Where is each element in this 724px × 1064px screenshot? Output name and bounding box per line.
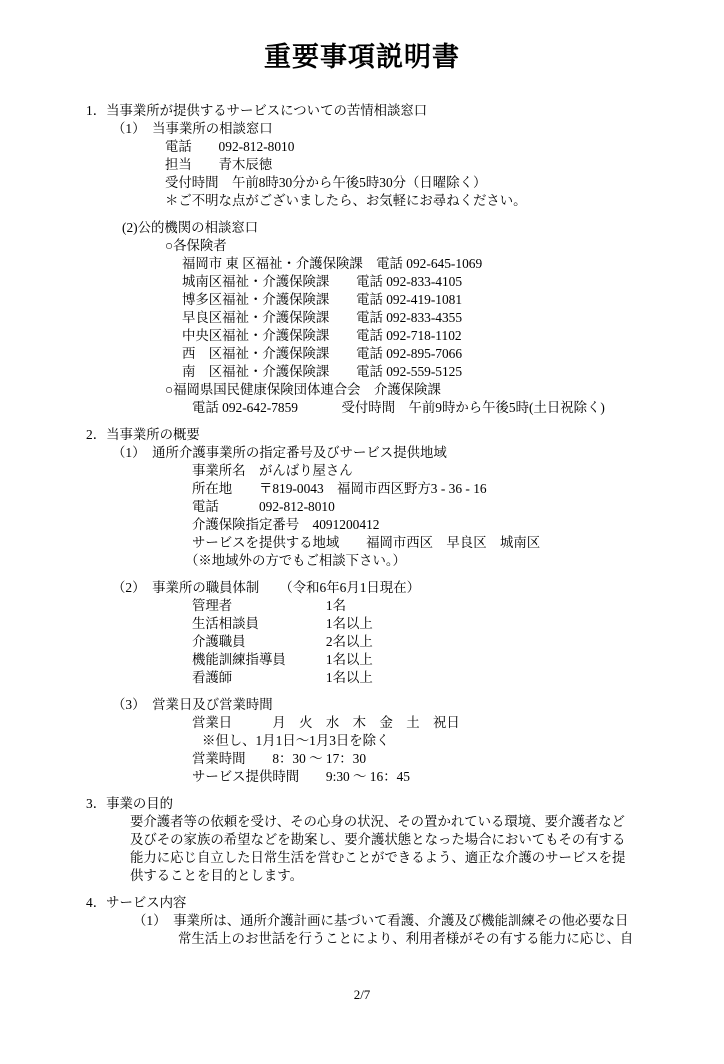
section-1-complaint-contacts bbox=[0, 102, 724, 426]
text-line: 電話 092-812-8010 bbox=[165, 139, 295, 154]
text-line: ＊ご不明な点がございましたら、お気軽にお尋ねください。 bbox=[165, 193, 527, 208]
section-heading: 3．事業の目的 bbox=[86, 796, 174, 811]
text-line: （※地域外の方でもご相談下さい。） bbox=[185, 553, 406, 568]
text-line: （2） 事業所の職員体制 （令和6年6月1日現在） bbox=[112, 580, 420, 595]
line-gap bbox=[0, 885, 724, 894]
text-line: 受付時間 午前8時30分から午後5時30分（日曜除く） bbox=[165, 175, 487, 190]
section-4-service-contents bbox=[0, 894, 724, 948]
text-line: 担当 青木辰徳 bbox=[165, 157, 273, 172]
page-title: 重要事項説明書 bbox=[264, 42, 460, 72]
text-line: 看護師 1名以上 bbox=[192, 670, 373, 685]
text-line: 営業日 月 火 水 木 金 土 祝日 bbox=[192, 715, 460, 730]
section-heading: 2．当事業所の概要 bbox=[86, 427, 200, 442]
text-line: 要介護者等の依頼を受け、その心身の状況、その置かれている環境、要介護者など bbox=[130, 814, 625, 829]
line-gap bbox=[0, 786, 724, 795]
text-line: 及びその家族の希望などを勘案し、要介護状態となった場合においてもその有する bbox=[130, 832, 626, 847]
text-line: （1） 通所介護事業所の指定番号及びサービス提供地域 bbox=[112, 445, 447, 460]
text-line: 機能訓練指導員 1名以上 bbox=[192, 652, 373, 667]
text-line: (2)公的機関の相談窓口 bbox=[122, 220, 259, 235]
document-page bbox=[0, 40, 724, 1002]
text-line: 城南区福祉・介護保険課 電話 092-833-4105 bbox=[182, 274, 463, 289]
text-line: 生活相談員 1名以上 bbox=[192, 616, 373, 631]
text-line: ○福岡県国民健康保険団体連合会 介護保険課 bbox=[165, 382, 441, 397]
line-gap bbox=[0, 570, 724, 579]
text-line: （3） 営業日及び営業時間 bbox=[112, 697, 273, 712]
section-heading: 1．当事業所が提供するサービスについての苦情相談窓口 bbox=[86, 103, 428, 118]
text-line: 電話 092-642-7859 受付時間 午前9時から午後5時(土日祝除く) bbox=[192, 400, 605, 415]
section-2-office-overview bbox=[0, 426, 724, 795]
section-heading: 4．サービス内容 bbox=[86, 895, 187, 910]
line-gap bbox=[0, 210, 724, 219]
text-line: 中央区福祉・介護保険課 電話 092-718-1102 bbox=[182, 328, 462, 343]
text-line: サービス提供時間 9:30 ～ 16：45 bbox=[192, 769, 410, 784]
text-line: 所在地 〒819-0043 福岡市西区野方3 - 36 - 16 bbox=[192, 481, 487, 496]
text-line: 博多区福祉・介護保険課 電話 092-419-1081 bbox=[182, 292, 463, 307]
text-line: ○各保険者 bbox=[165, 238, 227, 253]
section-3-business-purpose bbox=[0, 795, 724, 894]
text-line: サービスを提供する地域 福岡市西区 早良区 城南区 bbox=[192, 535, 541, 550]
page-number: 2/7 bbox=[353, 987, 371, 1002]
line-gap bbox=[0, 417, 724, 426]
text-line: 営業時間 8：30 ～ 17：30 bbox=[192, 751, 367, 766]
text-line: 事業所名 がんばり屋さん bbox=[192, 463, 353, 478]
document-body bbox=[0, 102, 724, 948]
text-line: ※但し、1月1日～1月3日を除く bbox=[202, 733, 390, 748]
text-line: 能力に応じ自立した日常生活を営むことができるよう、適正な介護のサービスを提 bbox=[130, 850, 626, 865]
text-line: 電話 092-812-8010 bbox=[192, 499, 335, 514]
text-line: （1） 当事業所の相談窓口 bbox=[112, 121, 273, 136]
text-line: 供することを目的とします。 bbox=[130, 868, 304, 883]
line-gap bbox=[0, 687, 724, 696]
text-line: 常生活上のお世話を行うことにより、利用者様がその有する能力に応じ、自 bbox=[178, 931, 634, 946]
text-line: 早良区福祉・介護保険課 電話 092-833-4355 bbox=[182, 310, 463, 325]
text-line: 福岡市 東 区福祉・介護保険課 電話 092-645-1069 bbox=[182, 256, 483, 271]
text-line: 介護職員 2名以上 bbox=[192, 634, 373, 649]
text-line: 介護保険指定番号 4091200412 bbox=[192, 517, 380, 532]
text-line: 西 区福祉・介護保険課 電話 092-895-7066 bbox=[182, 346, 463, 361]
text-line: 南 区福祉・介護保険課 電話 092-559-5125 bbox=[182, 364, 463, 379]
text-line: 管理者 1名 bbox=[192, 598, 346, 613]
text-line: （1） 事業所は、通所介護計画に基づいて看護、介護及び機能訓練その他必要な日 bbox=[133, 913, 629, 928]
